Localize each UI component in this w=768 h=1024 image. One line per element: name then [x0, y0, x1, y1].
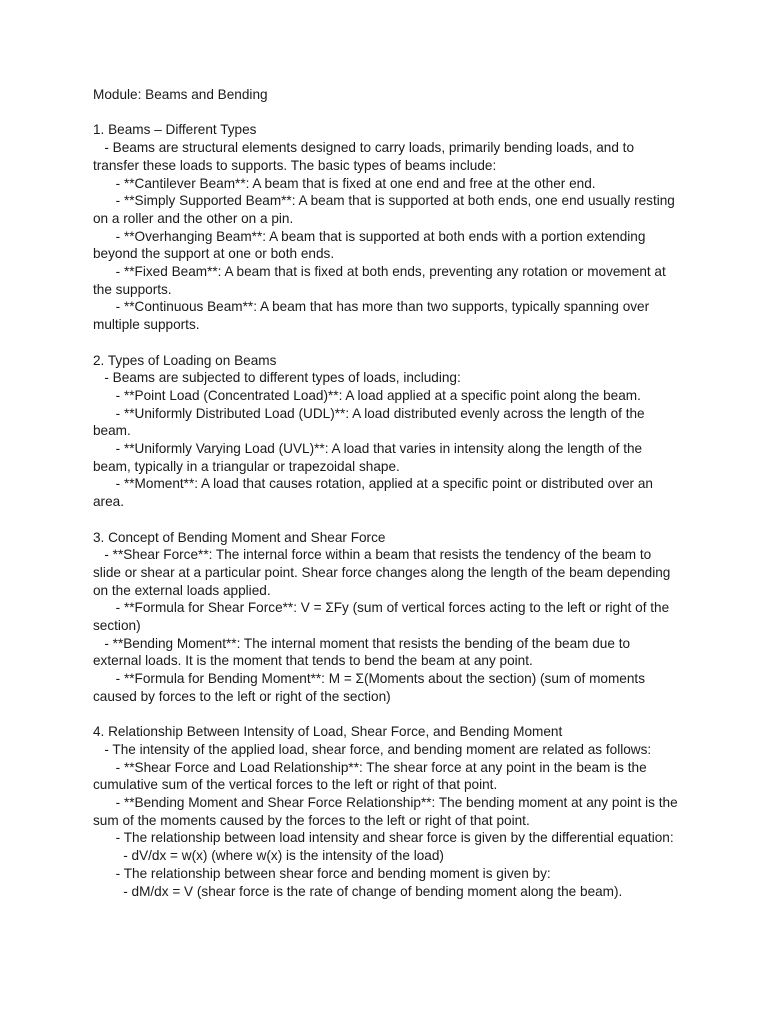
section-heading: 2. Types of Loading on Beams: [93, 352, 277, 368]
section-heading: 1. Beams – Different Types: [93, 122, 257, 138]
list-item: - **Uniformly Varying Load (UVL)**: A load that varies in intensity along the length of the beam, typically in a triangular or trapezoidal shape.: [93, 441, 646, 474]
paragraph: - Beams are structural elements designed to carry loads, primarily bending loads, and to transfer these loads to supports. The basic types of beams include:: [93, 140, 638, 173]
list-item: - **Moment**: A load that causes rotation, applied at a specific point or distributed over an area.: [93, 476, 657, 510]
list-item: - **Fixed Beam**: A beam that is fixed at both ends, preventing any rotation or movement at the supports.: [93, 264, 670, 297]
section-bending-shear: [93, 529, 678, 706]
paragraph: - Beams are subjected to different types of loads, including:: [93, 370, 461, 386]
document-page: [93, 86, 682, 900]
section-heading: 3. Concept of Bending Moment and Shear Force: [93, 529, 386, 545]
paragraph: - **Bending Moment**: The internal moment that resists the bending of the beam due to external loads. It is the moment that tends to bend the beam at any point.: [93, 635, 634, 669]
list-item: - The relationship between load intensity and shear force is given by the differential equation:: [93, 830, 674, 846]
paragraph: - **Shear Force**: The internal force within a beam that resists the tendency of the beam to slide or shear at a particular point. Shear force changes along the length of the beam depending on the external loads applied.: [93, 547, 675, 598]
document-title: Module: Beams and Bending: [93, 87, 268, 102]
list-item: - The relationship between shear force and bending moment is given by:: [93, 865, 551, 881]
spacer: [93, 706, 678, 724]
list-item: - **Formula for Bending Moment**: M = Σ(Moments about the section) (sum of moments caused by forces to the left or right of the section): [93, 671, 649, 704]
section-heading: 4. Relationship Between Intensity of Load, Shear Force, and Bending Moment: [93, 724, 563, 740]
list-item: - **Simply Supported Beam**: A beam that is supported at both ends, one end usually resting on a roller and the other on a pin.: [93, 193, 679, 226]
equation: - dM/dx = V (shear force is the rate of change of bending moment along the beam).: [93, 883, 623, 899]
list-item: - **Cantilever Beam**: A beam that is fixed at one end and free at the other end.: [93, 175, 596, 191]
list-item: - **Continuous Beam**: A beam that has more than two supports, typically spanning over multiple supports.: [93, 299, 653, 333]
section-loading-types: [93, 352, 678, 511]
spacer: [93, 334, 678, 352]
spacer: [93, 511, 678, 529]
list-item: - **Shear Force and Load Relationship**: The shear force at any point in the beam is the cumulative sum of the vertical forces to the left or right of that point.: [93, 759, 651, 793]
list-item: - **Bending Moment and Shear Force Relationship**: The bending moment at any point is the sum of the moments caused by the forces to the left or right of that point.: [93, 795, 682, 828]
list-item: - **Formula for Shear Force**: V = ΣFy (sum of vertical forces acting to the left or right of the section): [93, 600, 673, 634]
equation: - dV/dx = w(x) (where w(x) is the intensity of the load): [93, 848, 444, 864]
paragraph: - The intensity of the applied load, shear force, and bending moment are related as follows:: [93, 741, 652, 757]
spacer: [93, 104, 678, 122]
section-beam-types: [93, 121, 678, 333]
section-relationship: [93, 723, 682, 900]
list-item: - **Point Load (Concentrated Load)**: A load applied at a specific point along the beam.: [93, 387, 641, 403]
list-item: - **Overhanging Beam**: A beam that is supported at both ends with a portion extending beyond the support at one or both ends.: [93, 228, 650, 262]
list-item: - **Uniformly Distributed Load (UDL)**: A load distributed evenly across the length of the beam.: [93, 405, 649, 439]
